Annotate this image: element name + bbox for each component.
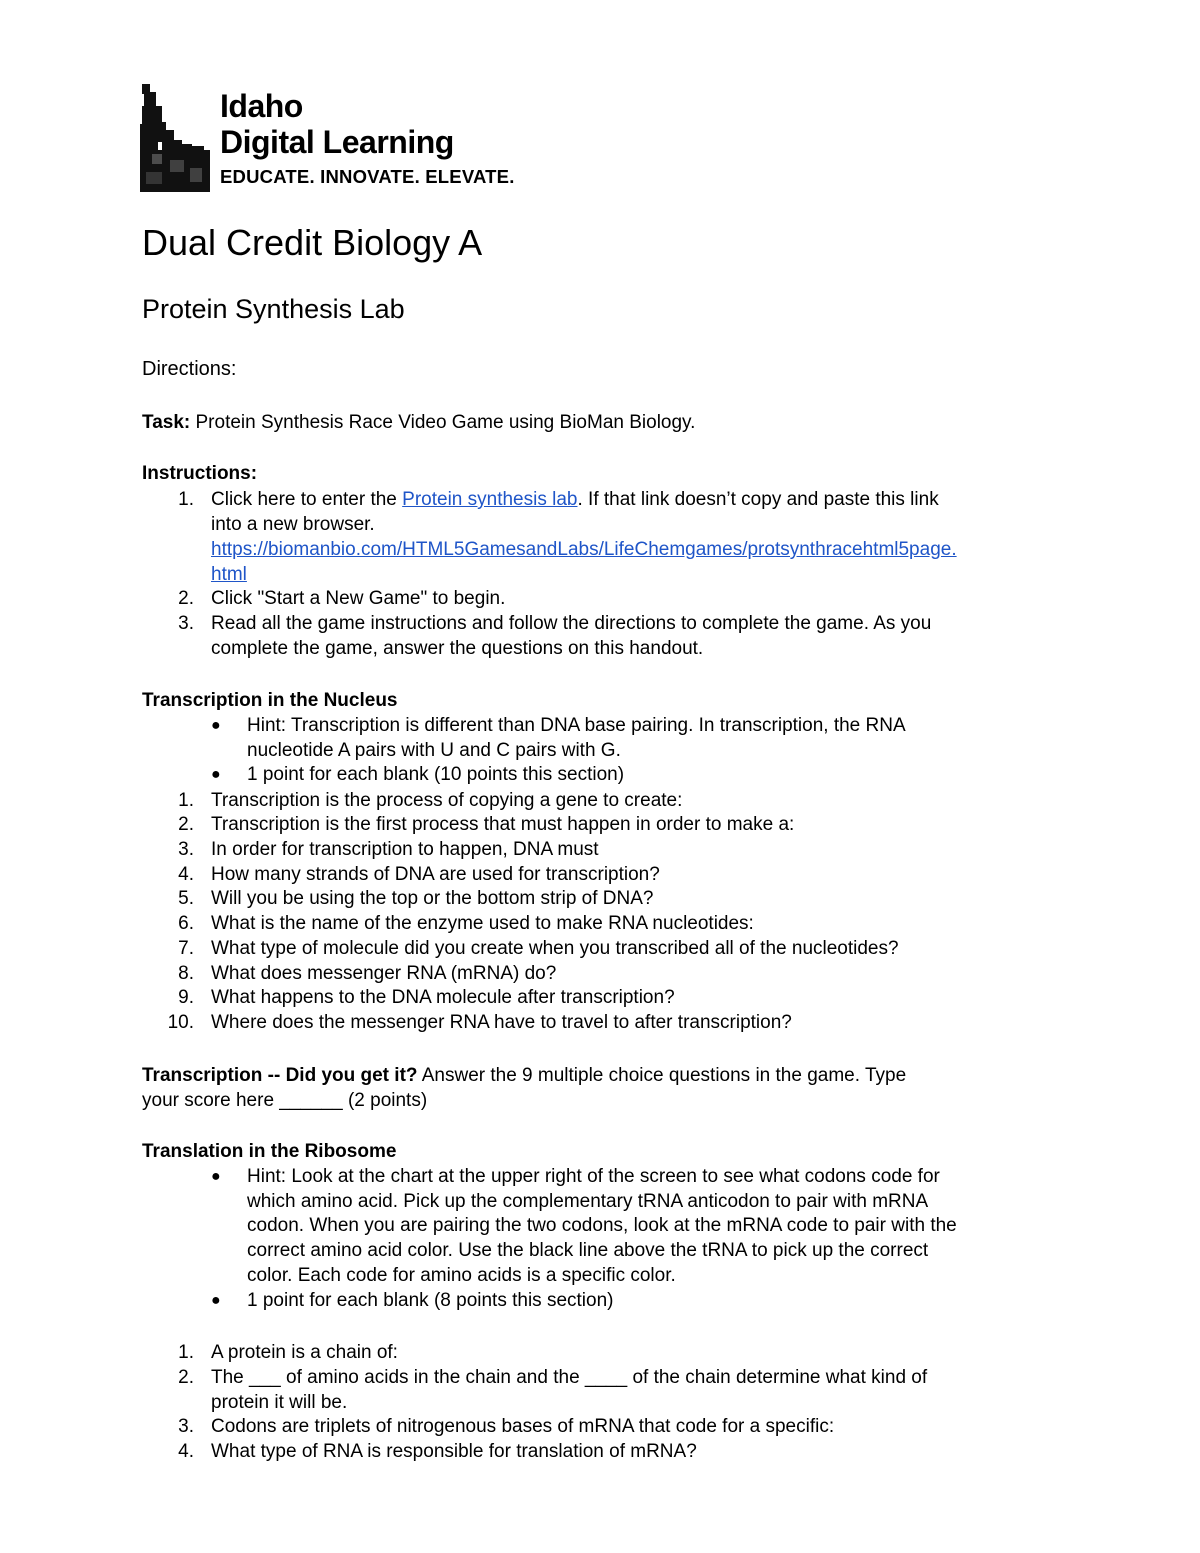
idaho-state-logo-icon bbox=[140, 84, 210, 192]
logo-tagline: EDUCATE. INNOVATE. ELEVATE. bbox=[220, 166, 515, 187]
question-number: 7. bbox=[178, 938, 194, 959]
instruction-item-2: Click "Start a New Game" to begin. bbox=[211, 588, 506, 609]
question-number: 6. bbox=[178, 913, 194, 934]
url-link-part[interactable]: https://biomanbio.com/HTML5GamesandLabs/LifeChemgames/protsynthracehtml5page. bbox=[211, 539, 957, 560]
instruction-text: complete the game, answer the questions on this handout. bbox=[211, 638, 704, 659]
transcription-question: Transcription is the process of copying a gene to create: bbox=[211, 790, 683, 811]
logo-text-idaho: Idaho bbox=[220, 88, 303, 124]
instruction-number: 1. bbox=[178, 489, 194, 510]
instructions-heading: Instructions: bbox=[142, 463, 258, 484]
did-you-get-it-line bbox=[142, 1063, 906, 1088]
question-number: 8. bbox=[178, 963, 194, 984]
biomanbio-url-link[interactable] bbox=[211, 537, 957, 562]
question-number: 4. bbox=[178, 864, 194, 885]
translation-question: The ___ of amino acids in the chain and the ____ of the chain determine what kind of bbox=[211, 1367, 928, 1388]
transcription-question: Will you be using the top or the bottom strip of DNA? bbox=[211, 888, 654, 909]
bullet-icon: ● bbox=[211, 717, 221, 734]
instruction-text: . If that link doesn’t copy and paste this link bbox=[577, 489, 939, 510]
instruction-text: Click here to enter the bbox=[211, 489, 403, 510]
biomanbio-url-link-continued[interactable] bbox=[211, 562, 247, 587]
document-title: Dual Credit Biology A bbox=[142, 222, 483, 263]
transcription-question: What does messenger RNA (mRNA) do? bbox=[211, 963, 557, 984]
question-number: 1. bbox=[178, 790, 194, 811]
translation-hint: correct amino acid color. Use the black line above the tRNA to pick up the correct bbox=[247, 1240, 929, 1261]
transcription-hint: Hint: Transcription is different than DNA base pairing. In transcription, the RNA bbox=[247, 715, 906, 736]
instruction-item-3: Read all the game instructions and follow the directions to complete the game. As you bbox=[211, 613, 932, 634]
task-text: Protein Synthesis Race Video Game using BioMan Biology. bbox=[190, 412, 696, 433]
bullet-icon: ● bbox=[211, 766, 221, 783]
instruction-number: 2. bbox=[178, 588, 194, 609]
transcription-question: What happens to the DNA molecule after transcription? bbox=[211, 987, 675, 1008]
translation-question: A protein is a chain of: bbox=[211, 1342, 398, 1363]
instruction-item-1 bbox=[211, 487, 939, 512]
question-number: 4. bbox=[178, 1441, 194, 1462]
question-number: 3. bbox=[178, 839, 194, 860]
score-line: your score here ______ (2 points) bbox=[142, 1090, 428, 1111]
bullet-icon: ● bbox=[211, 1292, 221, 1309]
translation-question: What type of RNA is responsible for translation of mRNA? bbox=[211, 1441, 697, 1462]
transcription-question: In order for transcription to happen, DNA must bbox=[211, 839, 599, 860]
transcription-question: Where does the messenger RNA have to travel to after transcription? bbox=[211, 1012, 792, 1033]
translation-heading: Translation in the Ribosome bbox=[142, 1141, 397, 1162]
task-line bbox=[142, 410, 695, 435]
did-you-get-it-label: Transcription -- Did you get it? bbox=[142, 1065, 418, 1086]
transcription-heading: Transcription in the Nucleus bbox=[142, 690, 398, 711]
transcription-question: What is the name of the enzyme used to make RNA nucleotides: bbox=[211, 913, 754, 934]
bullet-icon: ● bbox=[211, 1168, 221, 1185]
translation-hint: which amino acid. Pick up the complementary tRNA anticodon to pair with mRNA bbox=[247, 1191, 929, 1212]
question-number: 9. bbox=[178, 987, 194, 1008]
logo-text-digital-learning: Digital Learning bbox=[220, 124, 454, 160]
directions-label: Directions: bbox=[142, 358, 237, 380]
question-number: 2. bbox=[178, 1367, 194, 1388]
transcription-question: What type of molecule did you create when you transcribed all of the nucleotides? bbox=[211, 938, 899, 959]
transcription-question: How many strands of DNA are used for transcription? bbox=[211, 864, 660, 885]
question-number: 1. bbox=[178, 1342, 194, 1363]
instruction-text: into a new browser. bbox=[211, 514, 375, 535]
translation-points: 1 point for each blank (8 points this section) bbox=[247, 1290, 614, 1311]
url-link-part[interactable]: html bbox=[211, 564, 247, 585]
question-number: 10. bbox=[167, 1012, 194, 1033]
translation-question: Codons are triplets of nitrogenous bases of mRNA that code for a specific: bbox=[211, 1416, 835, 1437]
transcription-points: 1 point for each blank (10 points this section) bbox=[247, 764, 625, 785]
document-subtitle: Protein Synthesis Lab bbox=[142, 294, 405, 324]
idaho-digital-learning-logo bbox=[140, 84, 540, 194]
did-you-get-it-text: Answer the 9 multiple choice questions in the game. Type bbox=[417, 1065, 907, 1086]
instruction-number: 3. bbox=[178, 613, 194, 634]
translation-question: protein it will be. bbox=[211, 1392, 348, 1413]
translation-hint: color. Each code for amino acids is a specific color. bbox=[247, 1265, 676, 1286]
transcription-hint: nucleotide A pairs with U and C pairs with G. bbox=[247, 740, 621, 761]
question-number: 2. bbox=[178, 814, 194, 835]
task-label: Task: bbox=[142, 412, 191, 433]
question-number: 5. bbox=[178, 888, 194, 909]
question-number: 3. bbox=[178, 1416, 194, 1437]
translation-hint: Hint: Look at the chart at the upper right of the screen to see what codons code for bbox=[247, 1166, 940, 1187]
protein-synthesis-lab-link[interactable]: Protein synthesis lab bbox=[402, 489, 578, 510]
transcription-question: Transcription is the first process that must happen in order to make a: bbox=[211, 814, 795, 835]
translation-hint: codon. When you are pairing the two codons, look at the mRNA code to pair with the bbox=[247, 1215, 957, 1236]
